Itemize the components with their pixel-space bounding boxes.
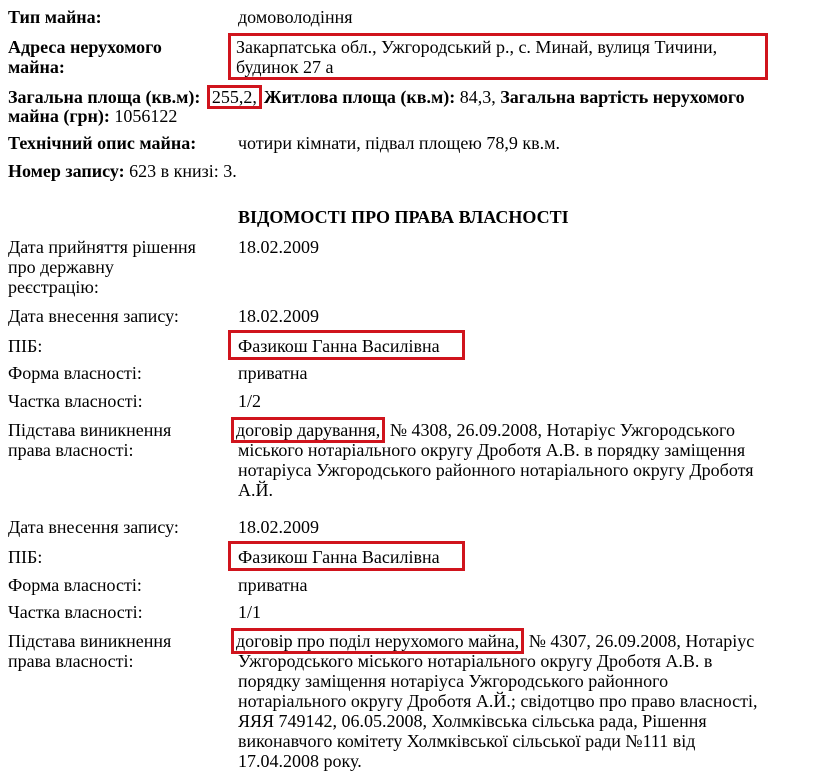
entry-date-value: 18.02.2009 — [238, 306, 319, 326]
form-value: приватна — [238, 363, 308, 383]
entry-date-label: Дата внесення запису: — [8, 517, 179, 537]
entry-date-label: Дата внесення запису: — [8, 306, 179, 326]
ownership-heading: ВІДОМОСТІ ПРО ПРАВА ВЛАСНОСТІ — [238, 207, 569, 227]
tech-desc-value: чотири кімнати, підвал площею 78,9 кв.м. — [238, 133, 560, 153]
total-area-label: Загальна площа (кв.м): — [8, 87, 201, 107]
total-cost-label-1: Загальна вартість нерухомого — [500, 87, 745, 107]
address-label-line-1: Адреса нерухомого — [8, 37, 162, 57]
basis-text-line-3: нотаріуса Ужгородського районного нотаріального округу Дроботя — [238, 460, 754, 480]
decision-date-label-1: Дата прийняття рішення — [8, 237, 196, 257]
decision-date-value: 18.02.2009 — [238, 237, 319, 257]
basis-text: № 4307, 26.09.2008, Нотаріус — [524, 631, 755, 651]
basis-label-line-2: права власності: — [8, 651, 134, 671]
record-number-value: 623 в книзі: 3. — [129, 161, 237, 181]
type-value: домоволодіння — [238, 7, 353, 27]
owner-name: Фазикош Ганна Василівна — [238, 547, 440, 567]
record-number-line — [8, 160, 237, 182]
basis-text-line-4: А.Й. — [238, 480, 273, 500]
living-area-value: 84,3, — [459, 87, 496, 107]
basis-text-line-4: нотаріального округу Дроботя А.Й.; свідотцво про право власності, — [238, 691, 758, 711]
type-label: Тип майна: — [8, 7, 102, 27]
share-value: 1/2 — [238, 391, 262, 411]
basis-text-line-7: 17.04.2008 року. — [238, 751, 362, 771]
basis-text-line-2: міського нотаріального округу Дроботя А.В. в порядку заміщення — [238, 440, 746, 460]
record-number-label: Номер запису: — [8, 161, 125, 181]
basis-text-line-2: Ужгородського міського нотаріального округу Дроботя А.В. в — [238, 651, 713, 671]
basis-label-line-2: права власності: — [8, 440, 134, 460]
basis-text-line-3: порядку заміщення нотаріуса Ужгородського районного — [238, 671, 669, 691]
address-value-line-2: будинок 27 а — [236, 57, 334, 77]
total-area-value-highlight — [207, 85, 262, 109]
share-label: Частка власності: — [8, 602, 143, 622]
tech-desc-label: Технічний опис майна: — [8, 133, 197, 153]
basis-highlight: договір дарування, — [236, 420, 381, 440]
form-label: Форма власності: — [8, 575, 142, 595]
decision-date-label-2: про державну — [8, 257, 114, 277]
address-value-line-1: Закарпатська обл., Ужгородський р., с. Минай, вулиця Тичини, — [236, 37, 718, 57]
basis-label-line-1: Підстава виникнення — [8, 631, 172, 651]
share-label: Частка власності: — [8, 391, 143, 411]
owner-name: Фазикош Ганна Василівна — [238, 336, 440, 356]
living-area-label: Житлова площа (кв.м): — [263, 87, 456, 107]
total-area-value: 255,2, — [211, 87, 257, 107]
address-label-line-2: майна: — [8, 57, 65, 77]
basis-label-line-1: Підстава виникнення — [8, 420, 172, 440]
total-cost-value: 1056122 — [114, 106, 178, 126]
basis-text-line-6: виконавчого комітету Холмківської сільської ради №111 від — [238, 731, 696, 751]
name-label: ПІБ: — [8, 336, 43, 356]
decision-date-label-3: реєстрацію: — [8, 277, 99, 297]
basis-text: № 4308, 26.09.2008, Нотаріус Ужгородського — [385, 420, 735, 440]
basis-text-line-5: ЯЯЯ 749142, 06.05.2008, Холмківська сільська рада, Рішення — [238, 711, 707, 731]
form-value: приватна — [238, 575, 308, 595]
form-label: Форма власності: — [8, 363, 142, 383]
basis-highlight: договір про поділ нерухомого майна, — [236, 631, 520, 651]
name-label: ПІБ: — [8, 547, 43, 567]
entry-date-value: 18.02.2009 — [238, 517, 319, 537]
cost-line — [8, 105, 177, 127]
total-cost-label-2: майна (грн): — [8, 106, 110, 126]
share-value: 1/1 — [238, 602, 262, 622]
